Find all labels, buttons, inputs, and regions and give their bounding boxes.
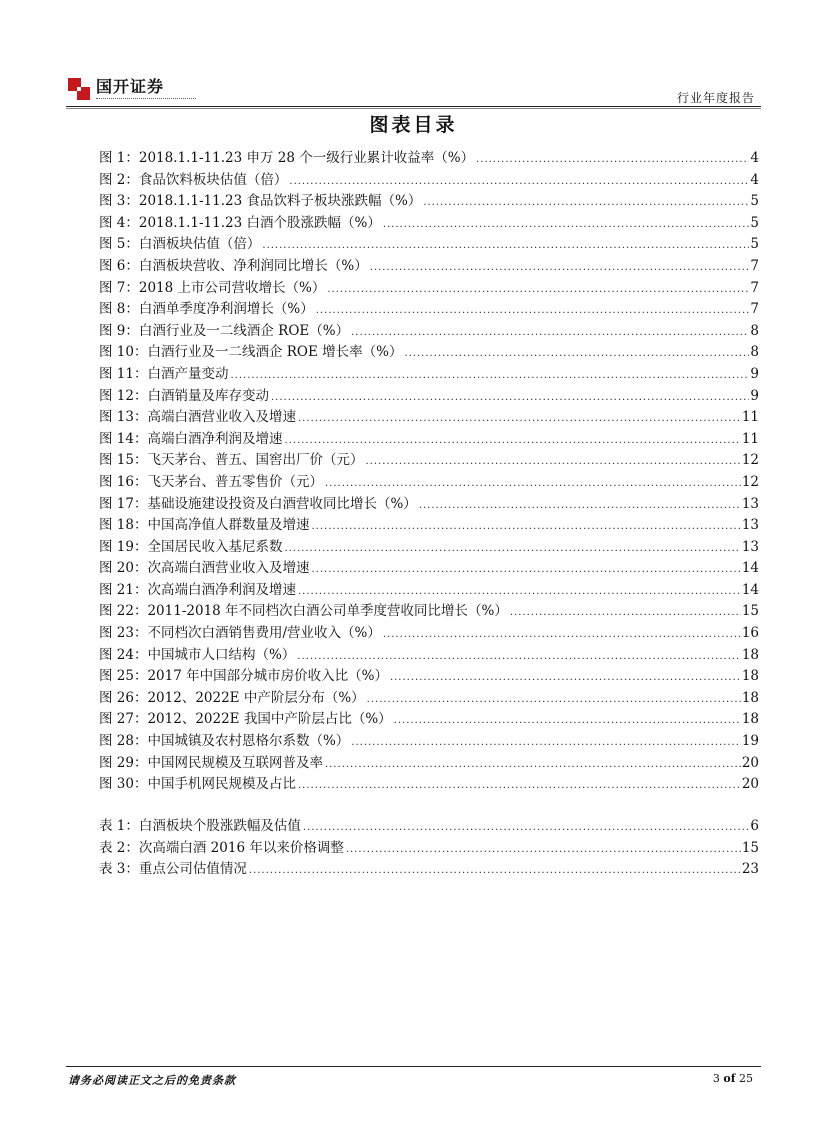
header-divider [66,106,761,107]
toc-figure-entry-label: 图 11：白酒产量变动 [99,365,229,382]
toc-figure-entry-page: 5 [750,214,759,231]
dot-leader [303,822,750,833]
dot-leader [316,305,750,316]
dot-leader [289,176,749,187]
toc-figure-entry-page: 4 [750,150,759,166]
report-type: 行业年度报告 [676,91,755,105]
toc-figure-entry-page: 18 [741,689,759,706]
toc-figure-entry-label: 图 2：食品饮料板块估值（倍） [99,171,288,188]
toc-figure-entry-page: 7 [750,279,759,296]
page-number [713,1072,753,1085]
toc-table-entry-label: 表 3：重点公司估值情况 [99,861,247,878]
dot-leader [390,672,741,683]
dot-leader [370,262,750,273]
toc-figure-entry[interactable] [99,297,759,319]
toc-figure-entry-page: 12 [741,473,759,490]
toc-figure-entry-label: 图 1：2018.1.1-11.23 申万 28 个一级行业累计收益率（%） [99,150,475,166]
toc-figure-entry-page: 5 [750,236,759,253]
toc-figure-entry[interactable] [99,448,759,470]
toc-table-entry-label: 表 1：白酒板块个股涨跌幅及估值 [99,818,301,834]
logo-subline [96,98,196,101]
toc-figure-entry-page: 14 [741,560,759,577]
footer-disclaimer: 请务必阅读正文之后的免责条款 [68,1074,236,1087]
figure-list [99,146,759,794]
dot-leader [325,478,741,489]
toc-figure-entry[interactable] [99,621,759,643]
toc-figure-entry[interactable] [99,513,759,535]
toc-table-entry[interactable] [99,836,759,858]
toc-figure-entry-label: 图 4：2018.1.1-11.23 白酒个股涨跌幅（%） [99,214,381,231]
dot-leader [298,413,741,424]
toc-figure-entry[interactable] [99,405,759,427]
toc-figure-entry-label: 图 12：白酒销量及库存变动 [99,387,269,404]
toc-figure-entry[interactable] [99,146,759,168]
toc-figure-entry-label: 图 30：中国手机网民规模及占比 [99,776,296,793]
toc-figure-entry-page: 5 [750,193,759,210]
toc-figure-entry-page: 7 [750,257,759,274]
toc-table-entry-page: 23 [741,861,759,878]
logo-mark-icon [68,78,90,100]
page-of: of [723,1072,736,1085]
footer-divider [66,1066,761,1067]
table-list [99,814,759,879]
toc-figure-entry-label: 图 5：白酒板块估值（倍） [99,236,261,253]
page-current: 3 [712,1072,720,1085]
page-title: 图表目录 [369,114,458,136]
dot-leader [423,197,749,208]
toc-figure-entry-page: 14 [741,581,759,598]
toc-figure-entry[interactable] [99,751,759,773]
toc-table-entry[interactable] [99,857,759,879]
toc-figure-entry-label: 图 9：白酒行业及一二线酒企 ROE（%） [99,322,350,339]
toc-figure-entry-page: 11 [741,409,759,426]
toc-figure-entry-page: 9 [750,365,759,382]
toc-figure-entry-page: 16 [741,625,759,642]
dot-leader [327,284,749,295]
toc-figure-entry-page: 18 [741,711,759,728]
toc-figure-entry-page: 11 [741,430,759,447]
dot-leader [311,521,740,532]
toc-figure-entry-page: 13 [741,495,759,512]
dot-leader [419,500,741,511]
dot-leader [262,240,749,251]
toc-figure-entry[interactable] [99,276,759,298]
toc-figure-entry[interactable] [99,340,759,362]
toc-figure-entry[interactable] [99,664,759,686]
toc-figure-entry[interactable] [99,686,759,708]
toc-figure-entry[interactable] [99,189,759,211]
toc-figure-entry[interactable] [99,211,759,233]
toc-figure-entry-label: 图 28：中国城镇及农村恩格尔系数（%） [99,733,350,750]
dot-leader [404,348,749,359]
dot-leader [346,844,741,855]
dot-leader [271,392,749,403]
dot-leader [325,759,741,770]
toc-figure-entry[interactable] [99,384,759,406]
toc-figure-entry-label: 图 26：2012、2022E 中产阶层分布（%） [99,689,365,706]
dot-leader [298,586,741,597]
toc-figure-entry-label: 图 16：飞天茅台、普五零售价（元） [99,473,323,490]
dot-leader [383,629,741,640]
dot-leader [297,651,741,662]
toc-figure-entry-page: 20 [741,776,759,793]
toc-figure-entry[interactable] [99,535,759,557]
company-logo [68,78,196,101]
toc-figure-entry-page: 12 [741,452,759,469]
toc-figure-entry-page: 13 [741,517,759,534]
dot-leader [311,564,740,575]
toc-figure-entry-label: 图 22：2011-2018 年不同档次白酒公司单季度营收同比增长（%） [99,603,508,620]
toc-figure-entry-label: 图 15：飞天茅台、普五、国窖出厂价（元） [99,452,364,469]
toc-figure-entry-label: 图 19：全国居民收入基尼系数 [99,538,283,555]
toc-figure-entry[interactable] [99,319,759,341]
toc-table-entry-page: 15 [741,839,759,856]
dot-leader [367,694,741,705]
dot-leader [394,715,741,726]
toc-figure-entry-page: 18 [741,668,759,685]
dot-leader [249,865,741,876]
dot-leader [298,780,741,791]
dot-leader [351,327,749,338]
dot-leader [351,737,741,748]
toc-table-entry[interactable] [99,814,759,836]
toc-figure-entry-label: 图 23：不同档次白酒销售费用/营业收入（%） [99,625,381,642]
toc-figure-entry-label: 图 24：中国城市人口结构（%） [99,646,296,663]
dot-leader [284,543,740,554]
toc-figure-entry[interactable] [99,707,759,729]
toc-figure-entry[interactable] [99,254,759,276]
toc-figure-entry-label: 图 10：白酒行业及一二线酒企 ROE 增长率（%） [99,344,403,361]
toc-figure-entry-label: 图 13：高端白酒营业收入及增速 [99,409,296,426]
toc-figure-entry-label: 图 29：中国网民规模及互联网普及率 [99,754,323,771]
toc-figure-entry[interactable] [99,492,759,514]
toc-figure-entry[interactable] [99,729,759,751]
toc-figure-entry-label: 图 17：基础设施建设投资及白酒营收同比增长（%） [99,495,417,512]
toc-figure-entry[interactable] [99,556,759,578]
toc-figure-entry-label: 图 27：2012、2022E 我国中产阶层占比（%） [99,711,392,728]
header-divider-secondary [66,108,761,109]
toc-figure-entry-page: 18 [741,646,759,663]
dot-leader [230,370,749,381]
toc-figure-entry[interactable] [99,643,759,665]
dot-leader [510,607,741,618]
toc-figure-entry[interactable] [99,578,759,600]
toc-figure-entry-label: 图 14：高端白酒净利润及增速 [99,430,283,447]
toc-figure-entry-label: 图 18：中国高净值人群数量及增速 [99,517,310,534]
toc-figure-entry-page: 15 [741,603,759,620]
toc-figure-entry-label: 图 25：2017 年中国部分城市房价收入比（%） [99,668,388,685]
dot-leader [284,435,740,446]
dot-leader [476,154,749,165]
toc-table-entry-label: 表 2：次高端白酒 2016 年以来价格调整 [99,839,344,856]
toc-figure-entry[interactable] [99,232,759,254]
toc-figure-entry[interactable] [99,168,759,190]
toc-figure-entry-label: 图 3：2018.1.1-11.23 食品饮料子板块涨跌幅（%） [99,193,422,210]
dot-leader [365,456,740,467]
toc-figure-entry[interactable] [99,362,759,384]
logo-name: 国开证券 [96,77,165,96]
toc-figure-entry-label: 图 7：2018 上市公司营收增长（%） [99,279,326,296]
toc-figure-entry-page: 13 [741,538,759,555]
toc-figure-entry[interactable] [99,470,759,492]
toc-figure-entry-page: 4 [750,171,759,188]
toc-figure-entry[interactable] [99,772,759,794]
toc-figure-entry-page: 8 [750,344,759,361]
toc-figure-entry-page: 8 [750,322,759,339]
toc-figure-entry-page: 20 [741,754,759,771]
toc-figure-entry-label: 图 6：白酒板块营收、净利润同比增长（%） [99,257,368,274]
toc-figure-entry-label: 图 8：白酒单季度净利润增长（%） [99,301,314,318]
toc-figure-entry[interactable] [99,427,759,449]
toc-figure-entry-page: 9 [750,387,759,404]
toc-figure-entry-page: 19 [741,733,759,750]
toc-table-entry-page: 6 [750,818,759,834]
toc-figure-entry-label: 图 20：次高端白酒营业收入及增速 [99,560,310,577]
dot-leader [383,219,750,230]
toc-figure-entry[interactable] [99,599,759,621]
toc-figure-entry-label: 图 21：次高端白酒净利润及增速 [99,581,296,598]
page-total: 25 [739,1072,753,1085]
toc-figure-entry-page: 7 [750,301,759,318]
